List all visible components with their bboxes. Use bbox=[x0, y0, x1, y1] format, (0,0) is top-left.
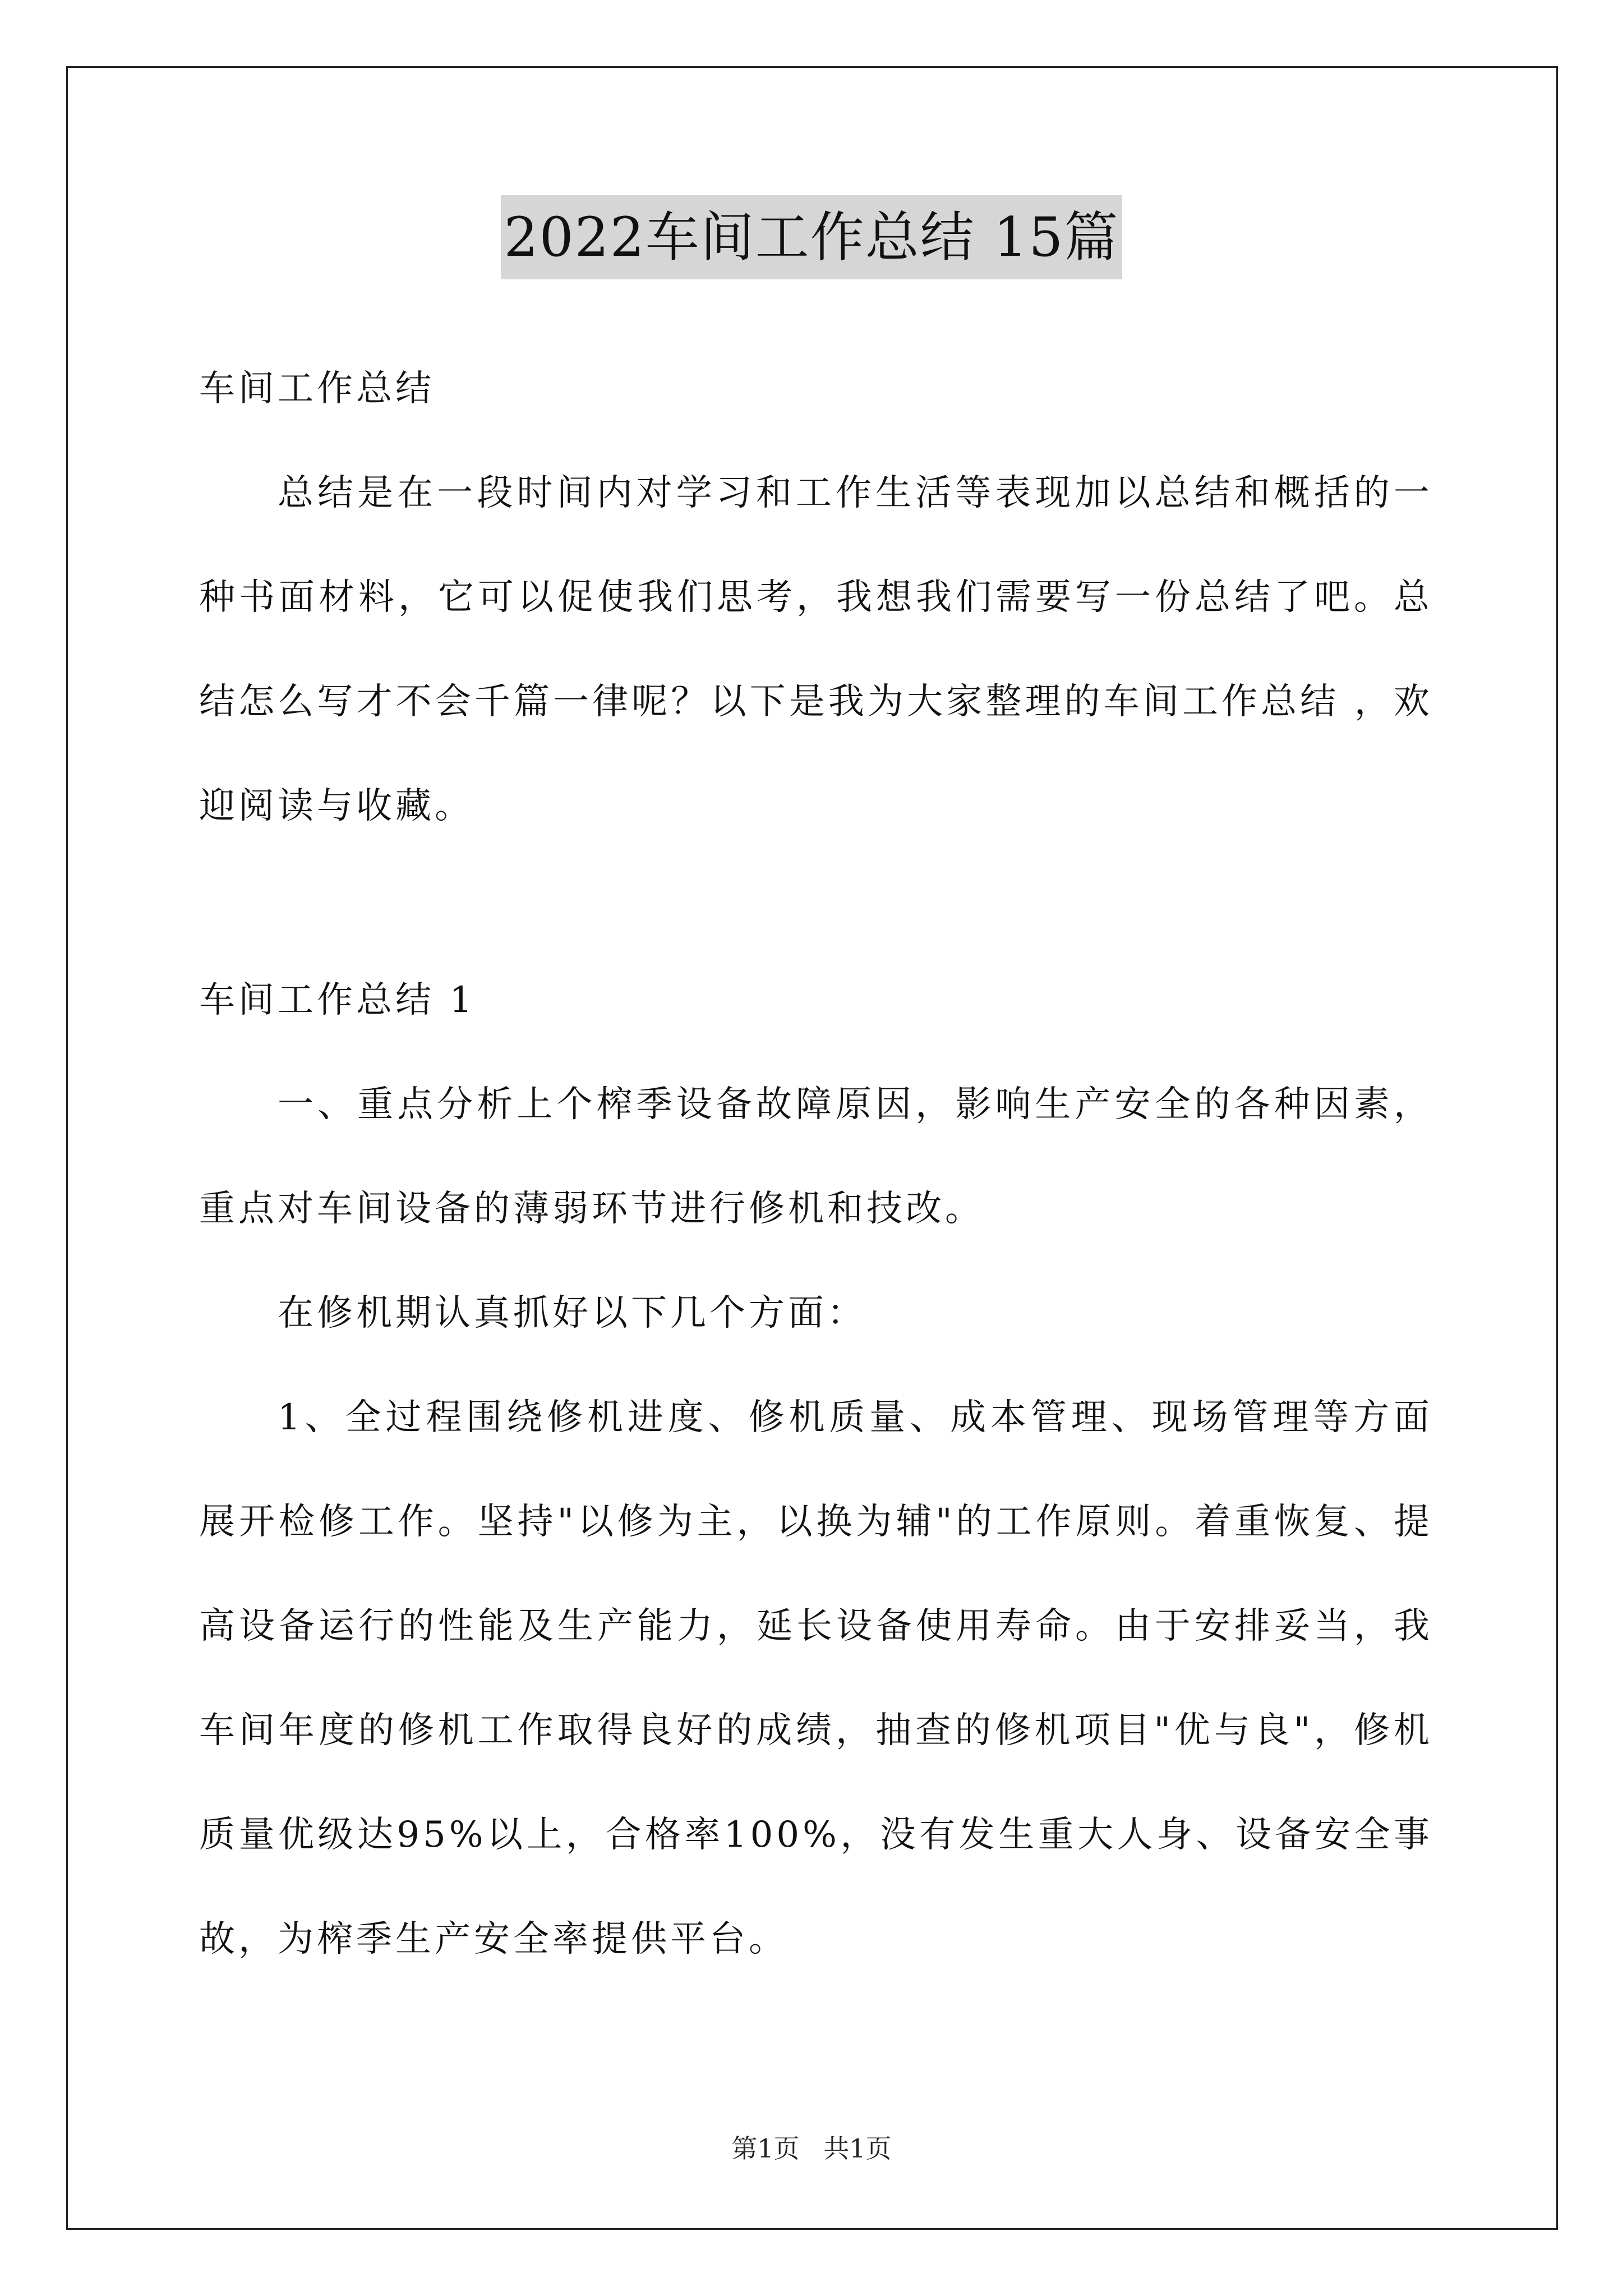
intro-heading: 车间工作总结 bbox=[199, 368, 435, 409]
intro-paragraph: 总结是在一段时间内对学习和工作生活等表现加以总结和概括的一种书面材料，它可以促使我们思考，我想我们需要写一份总结了吧。总结怎么写才不会千篇一律呢？以下是我为大家整理的车间工作总结 ，欢迎阅读与收藏。 bbox=[199, 472, 1433, 827]
page-number-total: 共1页 bbox=[823, 2133, 892, 2164]
section-spacer bbox=[199, 858, 1433, 948]
document-title: 2022车间工作总结 15篇 bbox=[501, 195, 1123, 279]
section1-paragraph-3: 1、全过程围绕修机进度、修机质量、成本管理、现场管理等方面展开检修工作。坚持"以修为主，以换为辅"的工作原则。着重恢复、提高设备运行的性能及生产能力，延长设备使用寿命。由于安排妥当，我车间年度的修机工作取得良好的成绩，抽查的修机项目"优与良"，修机质量优级达95%以上，合格率100%，没有发生重大人身、设备安全事故，为榨季生产安全率提供平台。 bbox=[199, 1397, 1433, 1960]
section1-heading: 车间工作总结 1 bbox=[199, 979, 476, 1021]
page-footer bbox=[0, 2132, 1623, 2165]
page-number-current: 第1页 bbox=[731, 2133, 800, 2164]
title-container bbox=[0, 195, 1623, 279]
document-body bbox=[199, 337, 1433, 1991]
section1-paragraph-1: 一、重点分析上个榨季设备故障原因，影响生产安全的各种因素，重点对车间设备的薄弱环节进行修机和技改。 bbox=[199, 1084, 1433, 1230]
section1-paragraph-2: 在修机期认真抓好以下几个方面： bbox=[278, 1292, 866, 1334]
